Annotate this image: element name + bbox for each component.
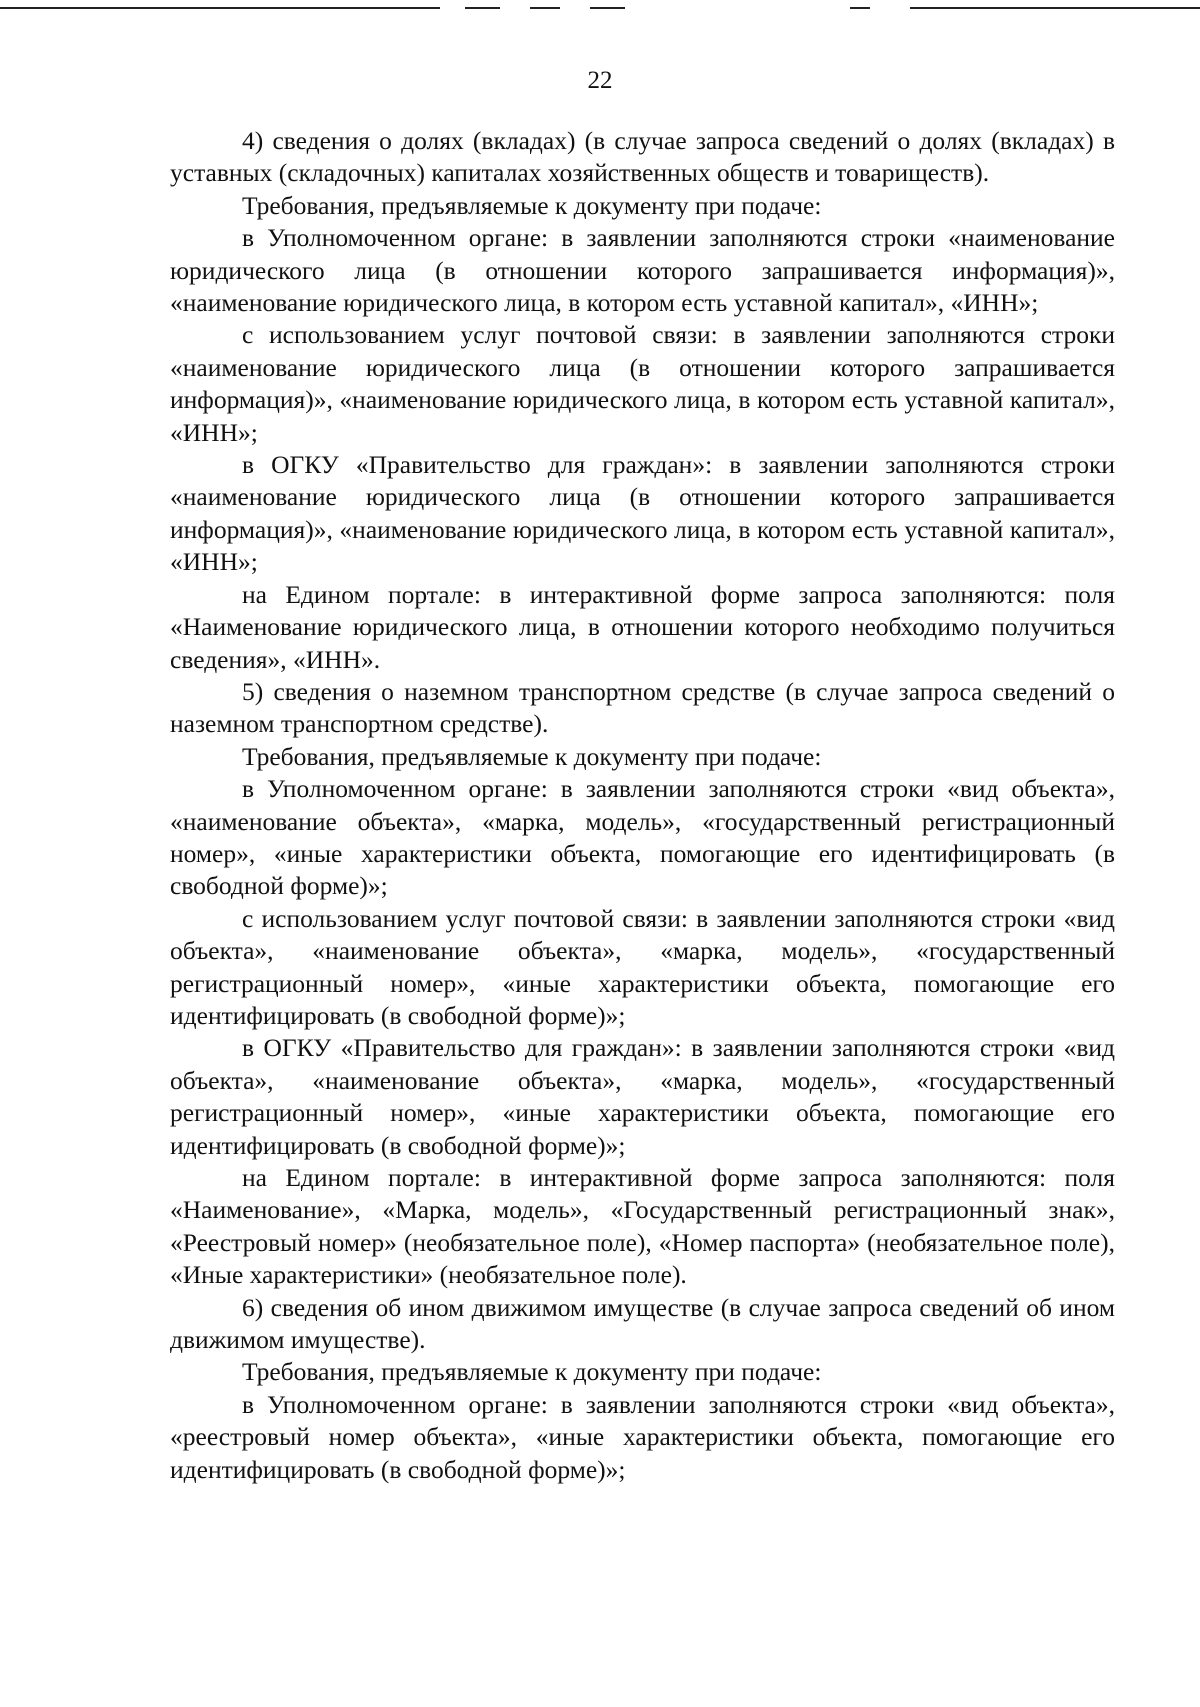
paragraph-requirements-heading: Требования, предъявляемые к документу при подаче: — [242, 190, 822, 220]
scan-border-segment — [530, 7, 560, 9]
paragraph-authorized-body: в Уполномоченном органе: в заявлении заполняются строки «вид объекта», «реестровый номер объекта», «иные характеристики объекта, помогающие его идентифицировать (в свободной форме)»; — [170, 1389, 1115, 1484]
scan-border-segment — [910, 7, 1200, 9]
scan-border-segment — [465, 7, 500, 9]
document-body — [170, 125, 1115, 1486]
scan-top-border — [0, 7, 1200, 10]
paragraph-postal-service: с использованием услуг почтовой связи: в заявлении заполняются строки «наименование юридического лица (в отношении которого запрашивается информация)», «наименование юридического лица, в котором есть уставной капитал», «ИНН»; — [170, 320, 1115, 447]
scan-border-segment — [590, 7, 625, 9]
page-number: 22 — [587, 67, 613, 94]
paragraph-ogku: в ОГКУ «Правительство для граждан»: в заявлении заполняются строки «вид объекта», «наименование объекта», «марка, модель», «государственный регистрационный номер», «иные характеристики объекта, помогающие его идентифицировать (в свободной форме)»; — [170, 1033, 1115, 1160]
paragraph-authorized-body: в Уполномоченном органе: в заявлении заполняются строки «вид объекта», «наименование объекта», «марка, модель», «государственный регистрационный номер», «иные характеристики объекта, помогающие его идентифицировать (в свободной форме)»; — [170, 774, 1115, 901]
scan-border-segment — [850, 7, 870, 9]
paragraph-item-5-vehicle: 5) сведения о наземном транспортном средстве (в случае запроса сведений о наземном транспортном средстве). — [170, 676, 1115, 739]
paragraph-unified-portal: на Едином портале: в интерактивной форме запроса заполняются: поля «Наименование юридического лица, в отношении которого необходимо получиться сведения», «ИНН». — [170, 579, 1115, 674]
paragraph-item-4-shares: 4) сведения о долях (вкладах) (в случае запроса сведений о долях (вкладах) в уставных (складочных) капиталах хозяйственных обществ и товариществ). — [170, 126, 1115, 188]
scan-border-segment — [0, 7, 440, 9]
paragraph-unified-portal: на Едином портале: в интерактивной форме запроса заполняются: поля «Наименование», «Марка, модель», «Государственный регистрационный знак», «Реестровый номер» (необязательное поле), «Номер паспорта» (необязательное поле), «Иные характеристики» (необязательное поле). — [170, 1163, 1115, 1290]
paragraph-requirements-heading: Требования, предъявляемые к документу при подаче: — [242, 1357, 822, 1387]
paragraph-ogku: в ОГКУ «Правительство для граждан»: в заявлении заполняются строки «наименование юридического лица (в отношении которого запрашивается информация)», «наименование юридического лица, в котором есть уставной капитал», «ИНН»; — [170, 450, 1115, 577]
paragraph-item-6-movable-property: 6) сведения об ином движимом имуществе (в случае запроса сведений об ином движимом имуществе). — [170, 1292, 1115, 1355]
paragraph-authorized-body: в Уполномоченном органе: в заявлении заполняются строки «наименование юридического лица (в отношении которого запрашивается информация)», «наименование юридического лица, в котором есть уставной капитал», «ИНН»; — [170, 223, 1115, 318]
paragraph-requirements-heading: Требования, предъявляемые к документу при подаче: — [242, 741, 822, 771]
paragraph-postal-service: с использованием услуг почтовой связи: в заявлении заполняются строки «вид объекта», «наименование объекта», «марка, модель», «государственный регистрационный номер», «иные характеристики объекта, помогающие его идентифицировать (в свободной форме)»; — [170, 903, 1115, 1030]
